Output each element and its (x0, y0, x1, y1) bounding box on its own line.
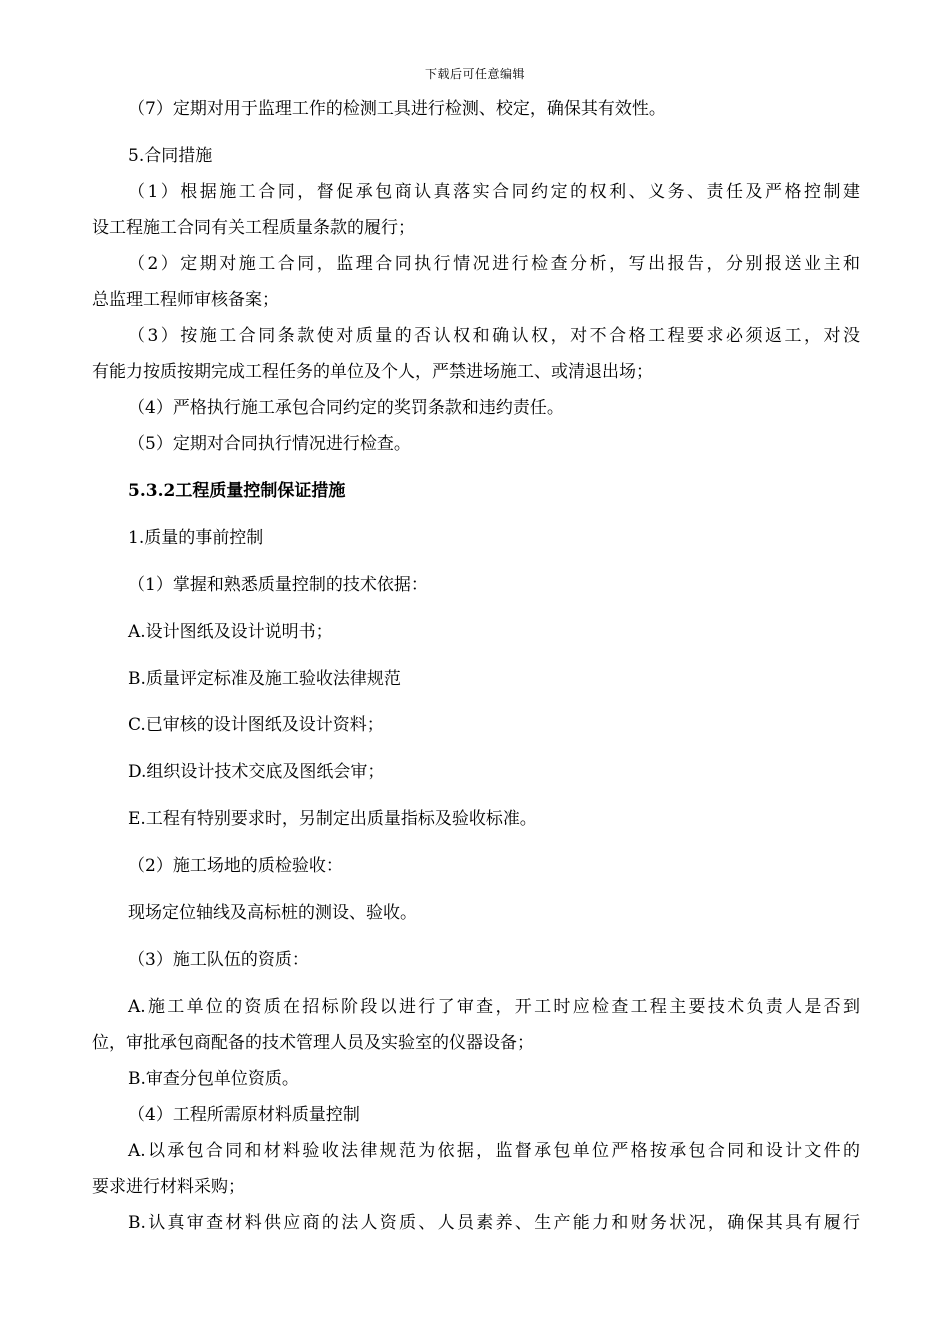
section-heading: 5.合同措施 (128, 146, 213, 166)
paragraph-line: （3）施工队伍的资质： (128, 950, 309, 970)
list-item: C.已审核的设计图纸及设计资料； (128, 715, 384, 735)
subsection-heading: 5.3.2工程质量控制保证措施 (128, 481, 346, 501)
list-item: D.组织设计技术交底及图纸会审； (128, 762, 385, 782)
page-header: 下载后可任意编辑 (424, 67, 525, 81)
paragraph-line: 设工程施工合同有关工程质量条款的履行； (92, 218, 415, 238)
list-item: B.质量评定标准及施工验收法律规范 (128, 669, 401, 689)
paragraph-line: 现场定位轴线及高标桩的测设、验收。 (128, 903, 417, 923)
paragraph-line: （5）定期对合同执行情况进行检查。 (128, 434, 411, 454)
paragraph-line: （3）按施工合同条款使对质量的否认权和确认权，对不合格工程要求必须返工，对没 (128, 326, 860, 346)
paragraph-line: （1）根据施工合同，督促承包商认真落实合同约定的权利、义务、责任及严格控制建 (128, 182, 860, 202)
paragraph-line: 有能力按质按期完成工程任务的单位及个人，严禁进场施工、或清退出场； (92, 362, 653, 382)
list-item: A.以承包合同和材料验收法律规范为依据，监督承包单位严格按承包合同和设计文件的 (128, 1141, 860, 1161)
paragraph-line: （4）严格执行施工承包合同约定的奖罚条款和违约责任。 (128, 398, 564, 418)
list-item: A.施工单位的资质在招标阶段以进行了审查，开工时应检查工程主要技术负责人是否到 (128, 997, 860, 1017)
paragraph-line: （1）掌握和熟悉质量控制的技术依据： (128, 575, 428, 595)
list-item: A.设计图纸及设计说明书； (128, 622, 333, 642)
paragraph-line: （2）定期对施工合同，监理合同执行情况进行检查分析，写出报告，分别报送业主和 (128, 254, 860, 274)
list-item: B.认真审查材料供应商的法人资质、人员素养、生产能力和财务状况，确保其具有履行 (128, 1213, 860, 1233)
paragraph-line: （4）工程所需原材料质量控制 (128, 1105, 360, 1125)
paragraph-line: 要求进行材料采购； (92, 1177, 245, 1197)
paragraph-line: （2）施工场地的质检验收： (128, 856, 343, 876)
list-item: B.审查分包单位资质。 (128, 1069, 299, 1089)
paragraph-line: 位，审批承包商配备的技术管理人员及实验室的仪器设备； (92, 1033, 534, 1053)
paragraph-line: 1.质量的事前控制 (128, 528, 264, 548)
paragraph-line: 总监理工程师审核备案； (92, 290, 279, 310)
list-item: E.工程有特别要求时，另制定出质量指标及验收标准。 (128, 809, 537, 829)
paragraph-line: （7）定期对用于监理工作的检测工具进行检测、校定，确保其有效性。 (128, 99, 666, 119)
